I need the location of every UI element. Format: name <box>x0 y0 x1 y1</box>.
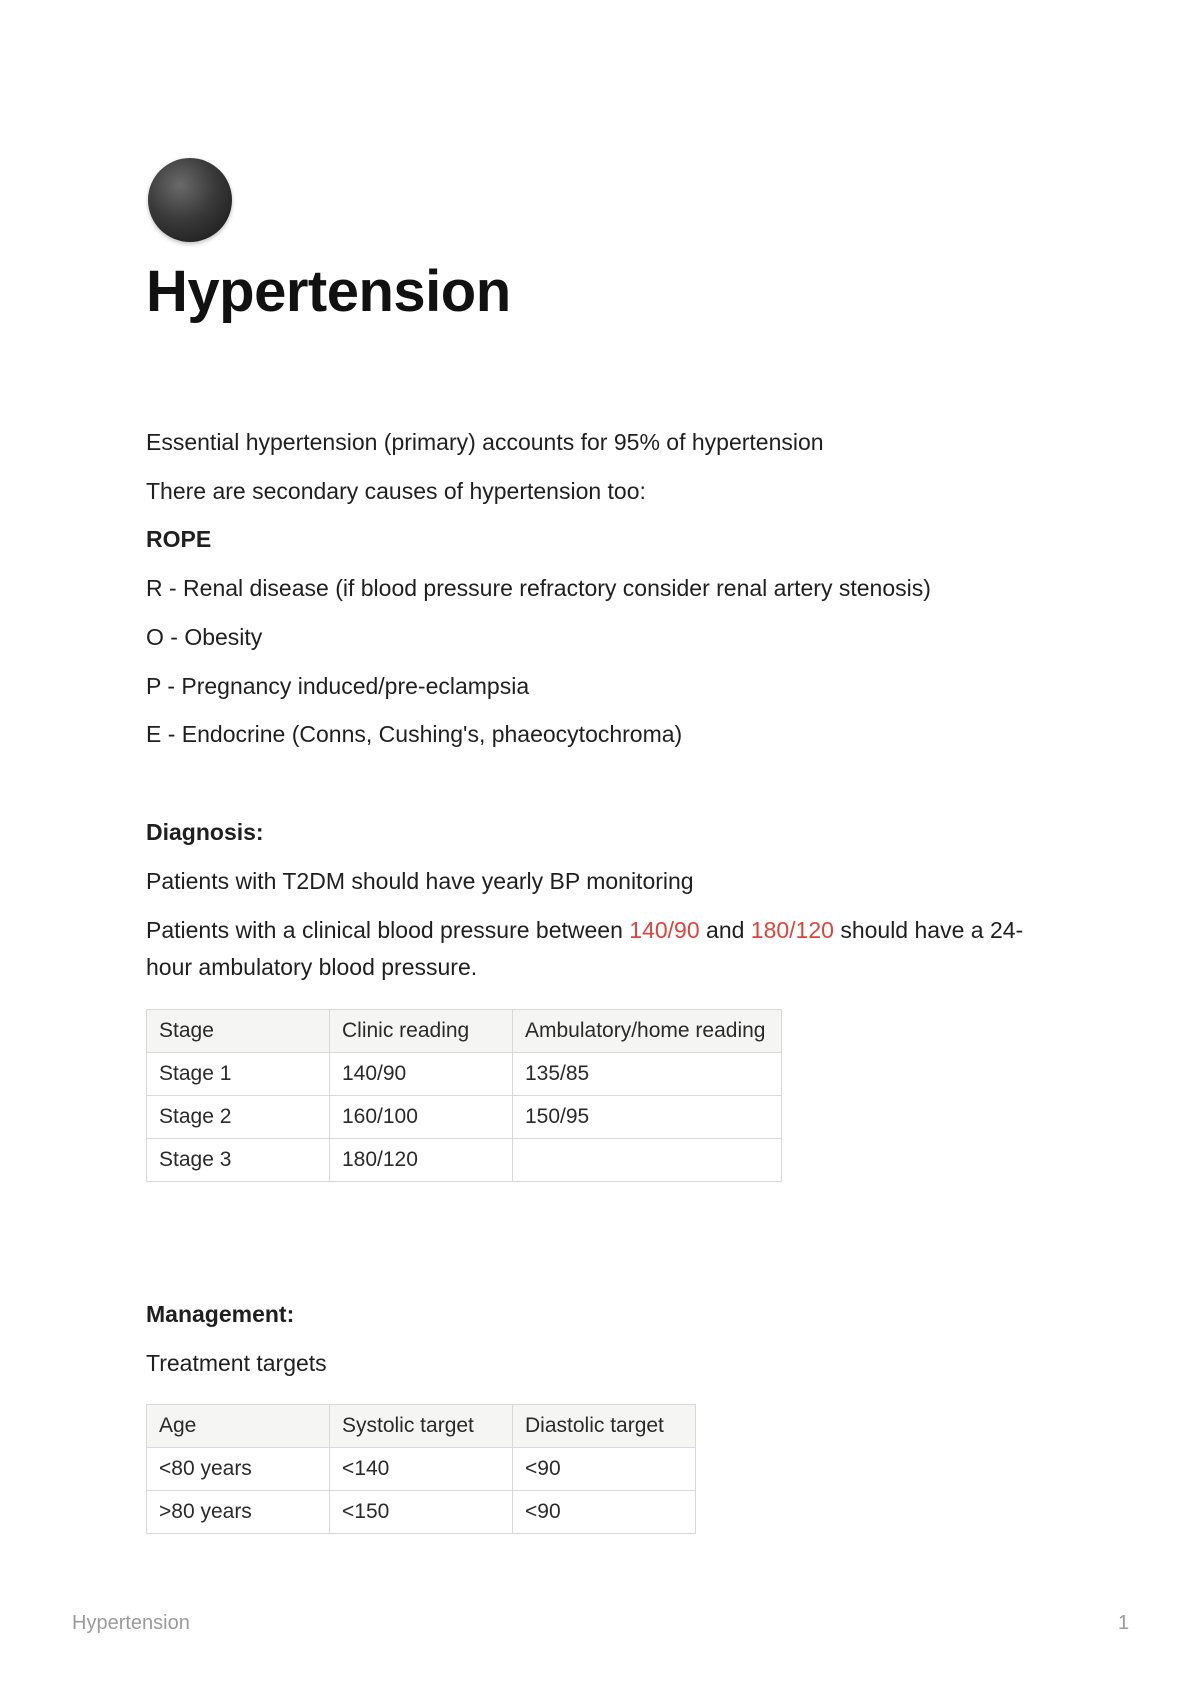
page-title: Hypertension <box>146 259 511 324</box>
diagnosis-line-1: Patients with T2DM should have yearly BP monitoring <box>146 868 694 894</box>
table-cell: 160/100 <box>330 1096 513 1139</box>
table-cell <box>513 1139 782 1182</box>
table-cell: <90 <box>513 1491 696 1534</box>
rope-item-p: P - Pregnancy induced/pre-eclampsia <box>146 673 530 699</box>
diagnosis-paragraph <box>146 912 1066 986</box>
table-cell: 135/85 <box>513 1053 782 1096</box>
table-cell: 180/120 <box>330 1139 513 1182</box>
table-header-row <box>147 1010 782 1053</box>
table-header-cell: Diastolic target <box>513 1405 696 1448</box>
rope-item-r: R - Renal disease (if blood pressure refractory consider renal artery stenosis) <box>146 575 931 601</box>
treatment-targets-label: Treatment targets <box>146 1350 327 1376</box>
table-header-cell: Systolic target <box>330 1405 513 1448</box>
table-cell: <90 <box>513 1448 696 1491</box>
page-number: 1 <box>1118 1612 1130 1634</box>
table-header-cell: Clinic reading <box>330 1010 513 1053</box>
table-header-cell: Age <box>147 1405 330 1448</box>
table-cell: >80 years <box>147 1491 330 1534</box>
table-cell: Stage 2 <box>147 1096 330 1139</box>
table-header-row <box>147 1405 696 1448</box>
diagnosis-heading: Diagnosis: <box>146 819 264 845</box>
table-row <box>147 1448 696 1491</box>
table-cell: <80 years <box>147 1448 330 1491</box>
stage-table <box>146 1009 782 1182</box>
diagnosis-para-suffix: should have a 24-hour ambulatory blood pressure. <box>146 917 1024 980</box>
table-cell: 150/95 <box>513 1096 782 1139</box>
diagnosis-para-prefix: Patients with a clinical blood pressure between <box>146 917 630 943</box>
bp-threshold-low: 140/90 <box>629 917 700 943</box>
table-row <box>147 1096 782 1139</box>
table-cell: Stage 1 <box>147 1053 330 1096</box>
diagnosis-para-middle: and <box>699 917 751 943</box>
rope-heading: ROPE <box>146 526 212 552</box>
table-row <box>147 1139 782 1182</box>
table-cell: 140/90 <box>330 1053 513 1096</box>
table-cell: <140 <box>330 1448 513 1491</box>
footer-doc-title: Hypertension <box>72 1612 190 1634</box>
intro-line-1: Essential hypertension (primary) accounts for 95% of hypertension <box>146 429 824 455</box>
intro-line-2: There are secondary causes of hypertension too: <box>146 478 646 504</box>
rope-item-o: O - Obesity <box>146 624 263 650</box>
table-header-cell: Ambulatory/home reading <box>513 1010 782 1053</box>
rope-item-e: E - Endocrine (Conns, Cushing's, phaeocytochroma) <box>146 721 683 747</box>
table-row <box>147 1491 696 1534</box>
bp-threshold-high: 180/120 <box>750 917 834 943</box>
black-circle-icon <box>148 158 232 242</box>
table-cell: <150 <box>330 1491 513 1534</box>
table-row <box>147 1053 782 1096</box>
targets-table <box>146 1404 696 1534</box>
management-heading: Management: <box>146 1301 295 1327</box>
table-cell: Stage 3 <box>147 1139 330 1182</box>
table-header-cell: Stage <box>147 1010 330 1053</box>
